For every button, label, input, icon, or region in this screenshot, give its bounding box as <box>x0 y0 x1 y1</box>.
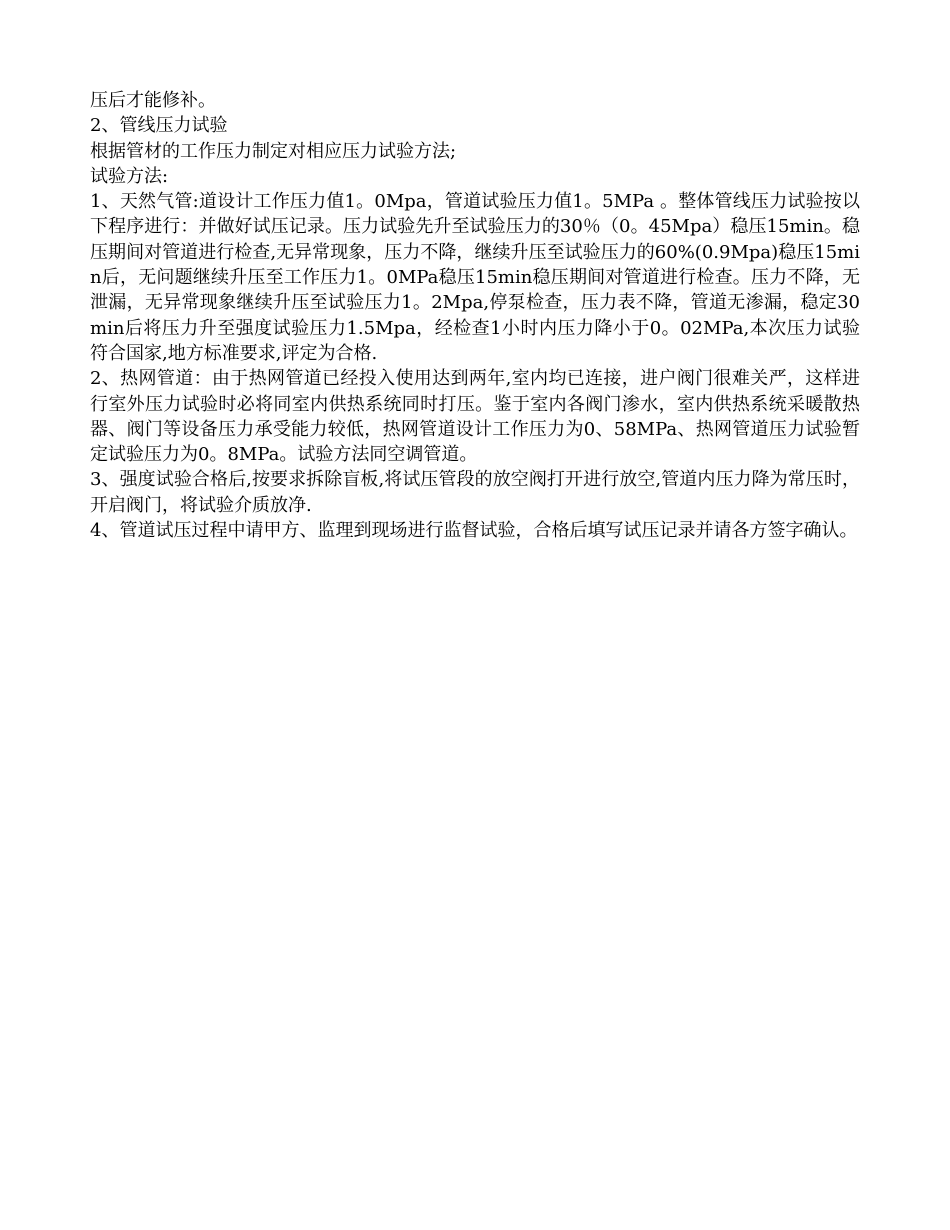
paragraph-natural-gas-pipe: 1、天然气管:道设计工作压力值1。0Mpa，管道试验压力值1。5MPa 。整体管线压力试验按以下程序进行：并做好试压记录。压力试验先升至试验压力的30％（0。45Mpa）稳压15min。稳压期间对管道进行检查,无异常现象，压力不降，继续升压至试验压力的60%(0.9Mpa)稳压15min后，无问题继续升压至工作压力1。0MPa稳压15min稳压期间对管道进行检查。压力不降，无泄漏，无异常现象继续升压至试验压力1。2Mpa,停泵检查，压力表不降，管道无渗漏，稳定30min后将压力升至强度试验压力1.5Mpa，经检查1小时内压力降小于0。02MPa,本次压力试验符合国家,地方标准要求,评定为合格. <box>90 191 860 364</box>
section-heading-pipeline-pressure-test: 2、管线压力试验 <box>90 115 228 137</box>
paragraph-strength-test-venting: 3、强度试验合格后,按要求拆除盲板,将试压管段的放空阀打开进行放空,管道内压力降为常压时，开启阀门，将试验介质放净. <box>90 469 860 516</box>
paragraph-supervision-and-signoff: 4、管道试压过程中请甲方、监理到现场进行监督试验，合格后填写试压记录并请各方签字确认。 <box>90 520 858 542</box>
paragraph-continuation: 压后才能修补。 <box>90 90 216 111</box>
paragraph-heating-network-pipe: 2、热网管道：由于热网管道已经投入使用达到两年,室内均已连接，进户阀门很难关严，这样进行室外压力试验时必将同室内供热系统同时打压。鉴于室内各阀门渗水，室内供热系统采暖散热器、阀门等设备压力承受能力较低，热网管道设计工作压力为0、58MPa、热网管道压力试验暂定试验压力为0。8MPa。试验方法同空调管道。 <box>90 368 860 466</box>
paragraph-test-method-label: 试验方法: <box>90 165 169 187</box>
paragraph-method-basis: 根据管材的工作压力制定对相应压力试验方法; <box>90 140 457 162</box>
document-page <box>90 88 860 543</box>
